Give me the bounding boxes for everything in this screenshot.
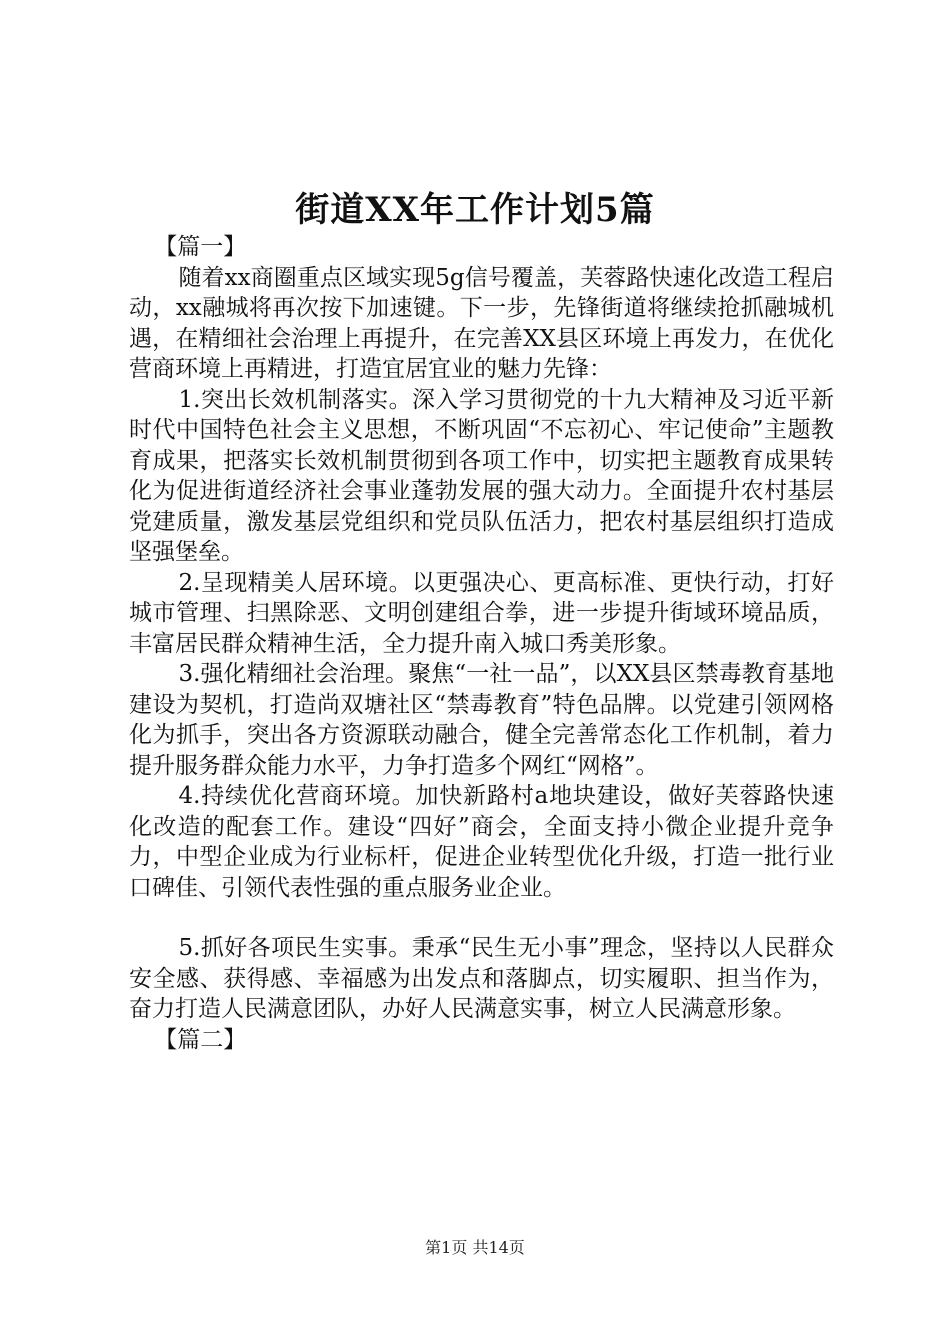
- paragraph-item-2: 2.呈现精美人居环境。以更强决心、更高标准、更快行动，打好城市管理、扫黑除恶、文明创建组合拳，进一步提升街域环境品质，丰富居民群众精神生活，全力提升南入城口秀美形象。: [129, 569, 834, 657]
- section-heading-2: 【篇二】: [154, 1026, 247, 1053]
- document-body: [129, 232, 834, 1055]
- paragraph-intro: 随着xx商圈重点区域实现5g信号覆盖，芙蓉路快速化改造工程启动，xx融城将再次按下加速键。下一步，先锋街道将继续抢抓融城机遇，在精细社会治理上再提升，在完善XX县区环境上再发力，在优化营商环境上再精进，打造宜居宜业的魅力先锋：: [129, 264, 834, 382]
- paragraph-item-4: 4.持续优化营商环境。加快新路村a地块建设，做好芙蓉路快速化改造的配套工作。建设“四好”商会，全面支持小微企业提升竞争力，中型企业成为行业标杆，促进企业转型优化升级，打造一批行业口碑佳、引领代表性强的重点服务业企业。: [129, 783, 834, 901]
- paragraph-item-1: 1.突出长效机制落实。深入学习贯彻党的十九大精神及习近平新时代中国特色社会主义思想，不断巩固“不忘初心、牢记使命”主题教育成果，把落实长效机制贯彻到各项工作中，切实把主题教育成果转化为促进街道经济社会事业蓬勃发展的强大动力。全面提升农村基层党建质量，激发基层党组织和党员队伍活力，把农村基层组织打造成坚强堡垒。: [129, 386, 834, 565]
- page-number: 第1页 共14页: [425, 1238, 525, 1257]
- paragraph-item-3: 3.强化精细社会治理。聚焦“一社一品”，以XX县区禁毒教育基地建设为契机，打造尚双塘社区“禁毒教育”特色品牌。以党建引领网格化为抓手，突出各方资源联动融合，健全完善常态化工作机制，着力提升服务群众能力水平，力争打造多个网红“网格”。: [129, 661, 834, 779]
- document-title: 街道XX年工作计划5篇: [295, 190, 655, 230]
- paragraph-item-5: 5.抓好各项民生实事。秉承“民生无小事”理念，坚持以人民群众安全感、获得感、幸福感为出发点和落脚点，切实履职、担当作为，奋力打造人民满意团队，办好人民满意实事，树立人民满意形象。: [129, 935, 834, 1022]
- section-heading-1: 【篇一】: [154, 234, 247, 260]
